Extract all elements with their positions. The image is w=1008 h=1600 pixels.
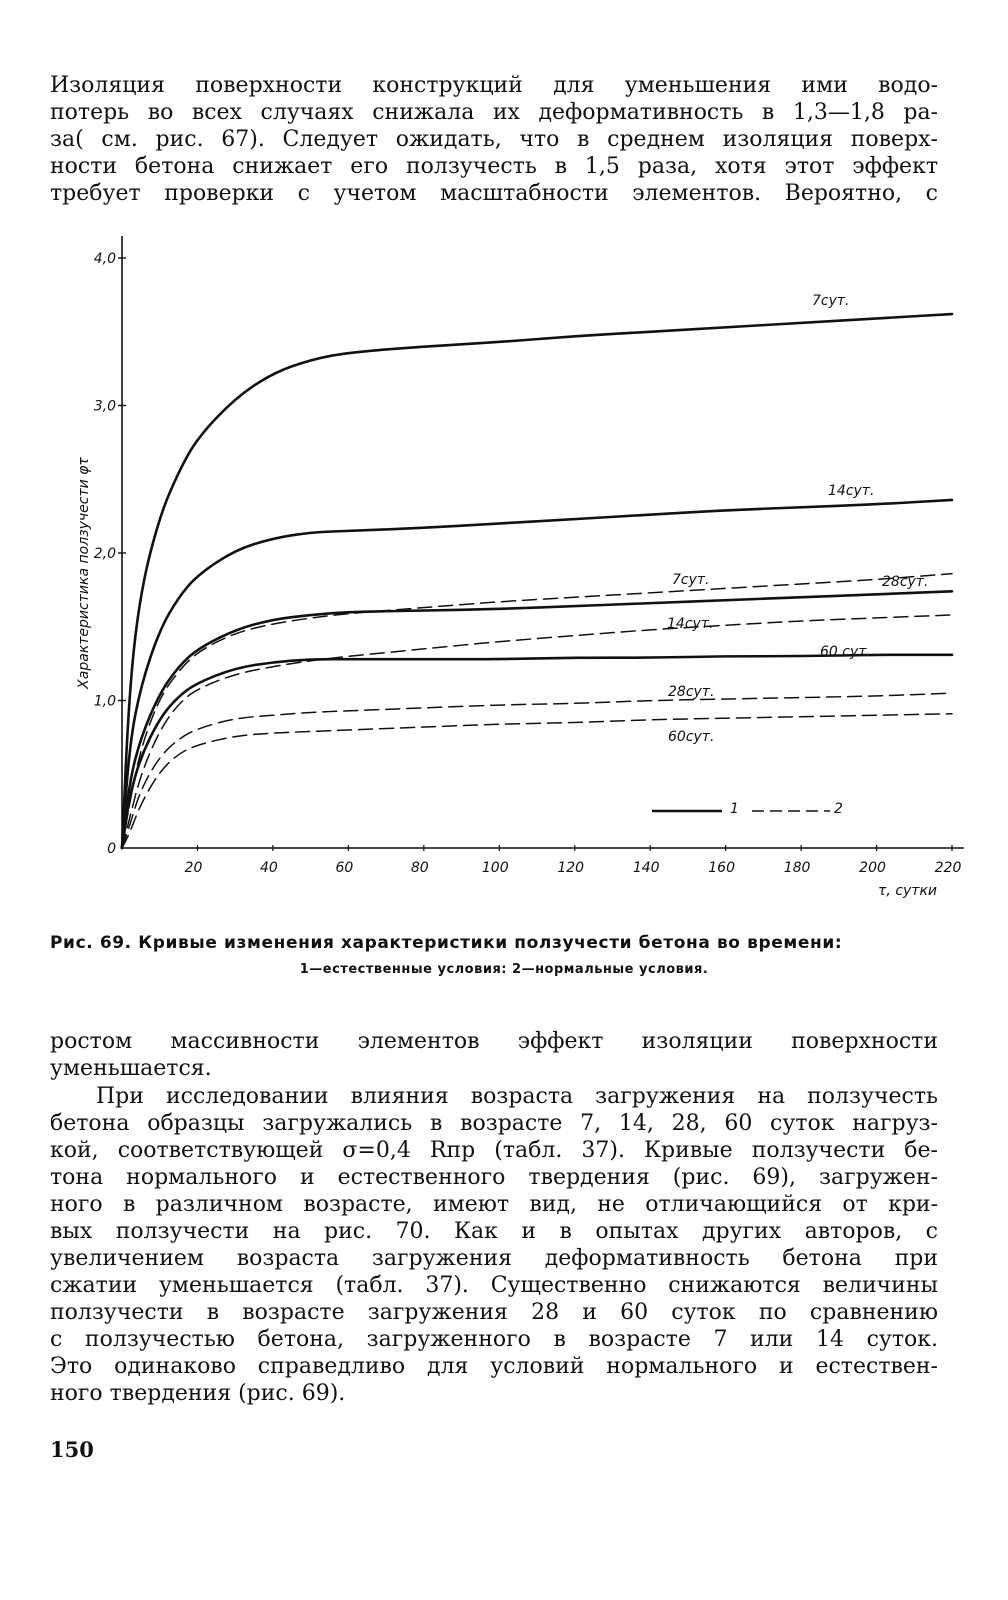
x-tick-label: 60 <box>335 860 354 876</box>
series-label: 60сут. <box>668 729 715 745</box>
text-line: кой, соответствующей σ=0,4 Rпр (табл. 37). Кривые ползучести бе- <box>50 1138 938 1163</box>
text-line: Это одинаково справедливо для условий нормального и естествен- <box>50 1354 938 1379</box>
x-tick-label: 40 <box>259 860 278 876</box>
text-line: ростом массивности элементов эффект изоляции поверхности <box>50 1029 938 1054</box>
series-label: 14сут. <box>667 616 714 632</box>
x-tick-label: 100 <box>481 860 509 876</box>
series-curve <box>122 574 952 848</box>
figure-caption-legend: 1—естественные условия: 2—нормальные условия. <box>299 962 709 977</box>
y-tick-label: 0 <box>107 841 116 857</box>
chart-curves <box>122 314 952 848</box>
text-line: сжатии уменьшается (табл. 37). Существенно снижаются величины <box>50 1273 938 1298</box>
series-curve <box>122 591 952 848</box>
y-tick-label: 4,0 <box>93 251 116 267</box>
x-tick-label: 180 <box>783 860 811 876</box>
x-tick-label: 140 <box>632 860 660 876</box>
x-tick-label: 120 <box>557 860 585 876</box>
series-curve <box>122 314 952 848</box>
x-tick-label: 160 <box>708 860 736 876</box>
series-label: 7сут. <box>672 572 710 588</box>
text-line: ного в различном возрасте, имеют вид, не отличающийся от кри- <box>50 1192 938 1217</box>
text-line: уменьшается. <box>50 1056 212 1081</box>
y-tick-label: 3,0 <box>93 398 116 415</box>
series-label: 28сут. <box>882 574 929 590</box>
series-label: 28сут. <box>668 684 715 700</box>
text-line: потерь во всех случаях снижала их деформативность в 1,3—1,8 ра- <box>50 100 938 125</box>
text-line: ности бетона снижает его ползучесть в 1,5 раза, хотя этот эффект <box>50 154 938 179</box>
text-line: бетона образцы загружались в возрасте 7, 14, 28, 60 суток нагруз- <box>50 1111 938 1136</box>
text-line: При исследовании влияния возраста загружения на ползучесть <box>96 1084 938 1109</box>
series-curve <box>122 714 952 848</box>
legend-label-1: 1 <box>730 801 739 817</box>
text-line: вых ползучести на рис. 70. Как и в опытах других авторов, с <box>50 1219 938 1244</box>
paragraph-bottom <box>50 1083 938 1407</box>
text-line: ного твердения (рис. 69). <box>50 1381 346 1406</box>
series-curve <box>122 500 952 848</box>
x-axis-title: τ, сутки <box>878 883 938 899</box>
text-line: ползучести в возрасте загружения 28 и 60 суток по сравнению <box>50 1300 938 1325</box>
y-tick-label: 2,0 <box>93 546 116 562</box>
legend-label-2: 2 <box>834 801 843 817</box>
text-line: Изоляция поверхности конструкций для уменьшения ими водо- <box>50 73 938 98</box>
page-number: 150 <box>50 1437 94 1462</box>
text-line: требует проверки с учетом масштабности элементов. Вероятно, с <box>50 181 938 206</box>
chart-labels <box>652 293 928 817</box>
series-label: 60 сут. <box>820 644 871 660</box>
figure-caption: Рис. 69. Кривые изменения характеристики ползучести бетона во времени: <box>50 933 843 953</box>
y-tick-label: 1,0 <box>93 693 116 710</box>
series-label: 14сут. <box>828 483 875 499</box>
paragraph-middle <box>50 1028 938 1082</box>
series-curve <box>122 655 952 848</box>
text-line: тона нормального и естественного твердения (рис. 69), загружен- <box>50 1165 938 1190</box>
y-axis-title: Характеристика ползучести φτ <box>76 457 92 689</box>
x-tick-label: 80 <box>410 860 429 876</box>
text-line: с ползучестью бетона, загруженного в возрасте 7 или 14 суток. <box>50 1327 938 1352</box>
x-tick-label: 20 <box>184 860 203 876</box>
x-tick-label: 200 <box>859 860 886 876</box>
x-tick-label: 220 <box>934 860 962 876</box>
series-label: 7сут. <box>812 293 850 309</box>
text-line: увеличением возраста загружения деформативность бетона при <box>50 1246 938 1271</box>
text-line: за( см. рис. 67). Следует ожидать, что в среднем изоляция поверх- <box>50 127 938 152</box>
